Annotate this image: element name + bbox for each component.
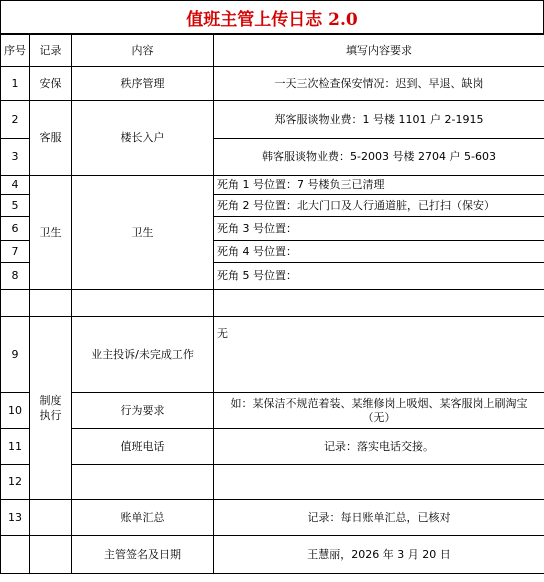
row-content: 业主投诉/未完成工作 bbox=[72, 317, 214, 393]
row-seq: 11 bbox=[1, 429, 30, 465]
row-seq: 10 bbox=[1, 393, 30, 429]
signature-label: 主管签名及日期 bbox=[72, 536, 214, 574]
header-requirement: 填写内容要求 bbox=[214, 35, 544, 67]
table-row bbox=[1, 67, 544, 101]
row-requirement: 记录：落实电话交接。 bbox=[214, 429, 544, 465]
row-requirement: 一天三次检查保安情况：迟到、早退、缺岗 bbox=[214, 67, 544, 101]
row-content bbox=[72, 465, 214, 500]
signature-value: 王慧丽，2026 年 3 月 20 日 bbox=[214, 536, 544, 574]
header-content: 内容 bbox=[72, 35, 214, 67]
header-record: 记录 bbox=[30, 35, 72, 67]
row-requirement: 郑客服谈物业费：1 号楼 1101 户 2-1915 bbox=[214, 101, 544, 139]
row-content: 账单汇总 bbox=[72, 500, 214, 536]
group-record-weisheng: 卫生 bbox=[30, 176, 72, 290]
row-seq: 1 bbox=[1, 67, 30, 101]
duty-log-table bbox=[0, 34, 544, 574]
group-record-kefu: 客服 bbox=[30, 101, 72, 176]
row-content: 行为要求 bbox=[72, 393, 214, 429]
row-requirement: 死角 5 号位置： bbox=[214, 263, 544, 290]
group-content-weisheng: 卫生 bbox=[72, 176, 214, 290]
group-record-zhidu-text: 制度执行 bbox=[39, 394, 62, 422]
table-row bbox=[1, 500, 544, 536]
row-seq: 9 bbox=[1, 317, 30, 393]
header-seq: 序号 bbox=[1, 35, 30, 67]
row-seq: 13 bbox=[1, 500, 30, 536]
row-requirement: 死角 4 号位置： bbox=[214, 241, 544, 263]
row-seq: 5 bbox=[1, 195, 30, 217]
table-row bbox=[1, 465, 544, 500]
table-row bbox=[1, 317, 544, 393]
table-row bbox=[1, 429, 544, 465]
row-requirement: 死角 2 号位置：北大门口及人行通道脏，已打扫（保安） bbox=[214, 195, 544, 217]
table-header-row bbox=[1, 35, 544, 67]
table-row bbox=[1, 176, 544, 195]
row-requirement: 死角 3 号位置： bbox=[214, 217, 544, 241]
row-seq: 3 bbox=[1, 139, 30, 176]
row-seq: 12 bbox=[1, 465, 30, 500]
row-requirement: 死角 1 号位置：7 号楼负三已清理 bbox=[214, 176, 544, 195]
table-row bbox=[1, 101, 544, 139]
page-title: 值班主管上传日志 2.0 bbox=[0, 0, 544, 34]
row-seq: 6 bbox=[1, 217, 30, 241]
signature-row bbox=[1, 536, 544, 574]
row-content: 秩序管理 bbox=[72, 67, 214, 101]
row-seq: 8 bbox=[1, 263, 30, 290]
group-content-kefu: 楼长入户 bbox=[72, 101, 214, 176]
row-record: 安保 bbox=[30, 67, 72, 101]
row-requirement bbox=[214, 465, 544, 500]
row-requirement: 无 bbox=[214, 317, 544, 393]
row-seq: 4 bbox=[1, 176, 30, 195]
blank-row bbox=[1, 290, 544, 317]
row-seq: 7 bbox=[1, 241, 30, 263]
row-requirement: 韩客服谈物业费：5-2003 号楼 2704 户 5-603 bbox=[214, 139, 544, 176]
row-requirement: 如：某保洁不规范着装、某维修岗上吸烟、某客服岗上刷淘宝（无） bbox=[214, 393, 544, 429]
row-content: 值班电话 bbox=[72, 429, 214, 465]
table-row bbox=[1, 393, 544, 429]
group-record-zhidu bbox=[30, 317, 72, 500]
row-requirement: 记录：每日账单汇总，已核对 bbox=[214, 500, 544, 536]
row-seq: 2 bbox=[1, 101, 30, 139]
